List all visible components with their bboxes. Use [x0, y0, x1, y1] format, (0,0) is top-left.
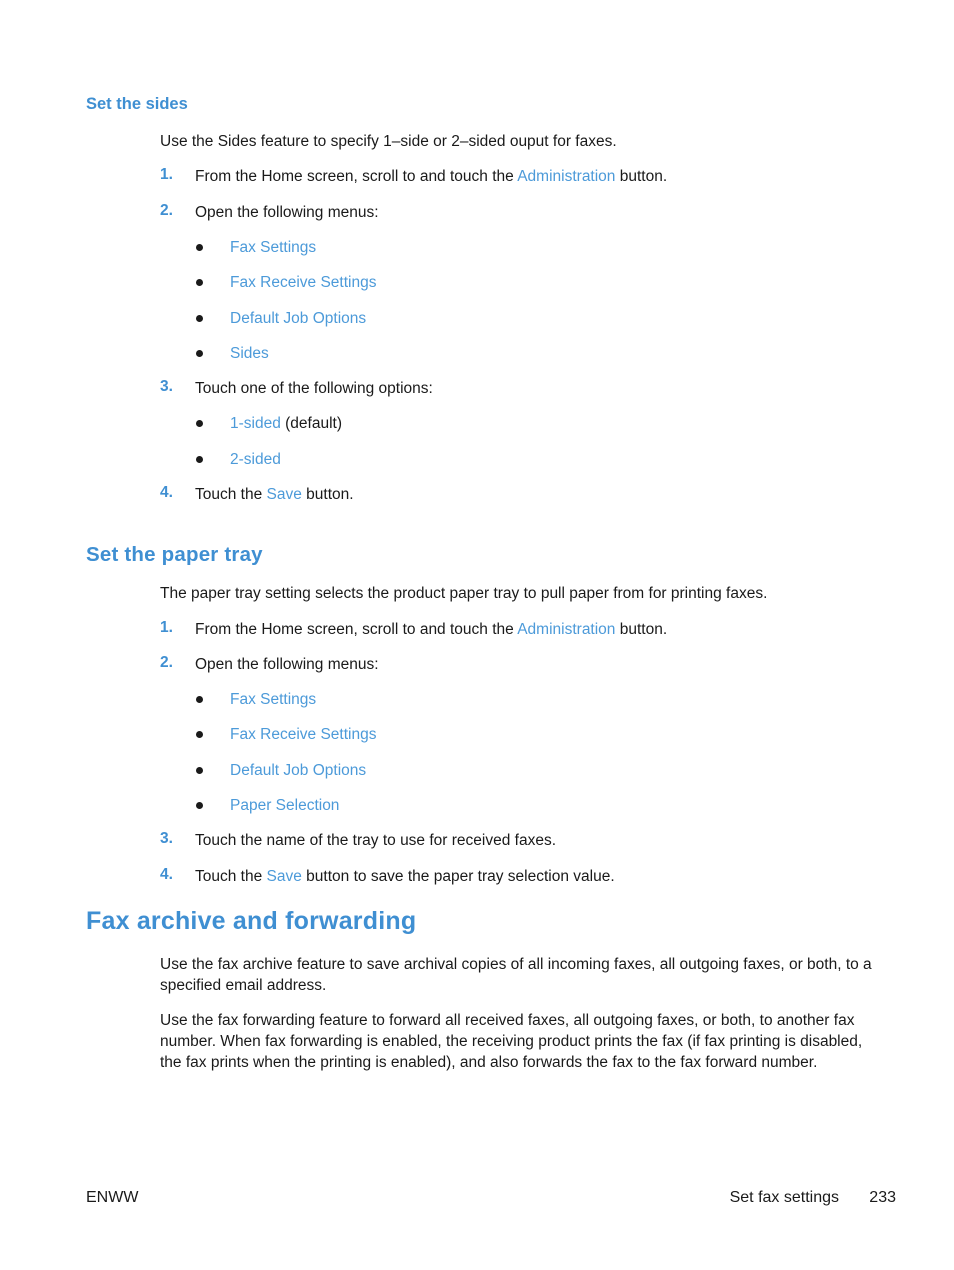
step-text: Open the following menus: [195, 656, 379, 673]
footer-section-title: Set fax settings [729, 1189, 839, 1206]
step-number: 2. [160, 654, 173, 671]
bullet-icon [196, 696, 203, 703]
step-number: 1. [160, 619, 173, 636]
save-link[interactable]: Save [266, 868, 302, 885]
step-text: From the Home screen, scroll to and touch the Administration button. [195, 168, 668, 185]
one-sided-link[interactable]: 1-sided [230, 415, 281, 432]
section-heading-set-the-sides: Set the sides [86, 95, 188, 113]
step-text: Touch one of the following options: [195, 380, 433, 397]
forwarding-paragraph: Use the fax forwarding feature to forward all received faxes, all outgoing faxes, or both, to another fax number. When fax forwarding is enabled, the receiving product prints the fax (if fax printing is disabled, the fax prints when the printing is enabled), and also forwards the fax to the fax forward number. [160, 1012, 863, 1071]
bullet-icon [196, 420, 203, 427]
section-heading-set-the-paper-tray: Set the paper tray [86, 543, 263, 566]
archive-paragraph: Use the fax archive feature to save archival copies of all incoming faxes, all outgoing faxes, or both, to a specified email address. [160, 956, 872, 994]
step-number: 3. [160, 830, 173, 847]
administration-link[interactable]: Administration [517, 621, 616, 638]
menu-item-link[interactable]: Sides [230, 345, 269, 362]
menu-item-link[interactable]: Default Job Options [230, 310, 367, 327]
step-text: Touch the Save button to save the paper tray selection value. [195, 868, 615, 885]
step-number: 4. [160, 484, 173, 501]
bullet-icon [196, 279, 203, 286]
bullet-icon [196, 244, 203, 251]
option-item [230, 449, 281, 470]
tray-intro: The paper tray setting selects the product paper tray to pull paper from for printing faxes. [160, 585, 768, 602]
step-text: Touch the Save button. [195, 486, 354, 503]
sides-intro: Use the Sides feature to specify 1–side or 2–sided ouput for faxes. [160, 133, 617, 150]
step-number: 3. [160, 378, 173, 395]
step-text: Open the following menus: [195, 204, 379, 221]
step-number: 4. [160, 866, 173, 883]
menu-item-link[interactable]: Fax Receive Settings [230, 726, 377, 743]
menu-item-link[interactable]: Fax Receive Settings [230, 274, 377, 291]
option-item: 1-sided (default) [230, 415, 343, 432]
bullet-icon [196, 802, 203, 809]
two-sided-link[interactable]: 2-sided [230, 451, 281, 468]
save-link[interactable]: Save [266, 486, 302, 503]
menu-item-link[interactable]: Paper Selection [230, 797, 340, 814]
menu-item-link[interactable]: Fax Settings [230, 239, 317, 256]
bullet-icon [196, 350, 203, 357]
bullet-icon [196, 731, 203, 738]
footer-left-label: ENWW [86, 1189, 139, 1206]
bullet-icon [196, 315, 203, 322]
bullet-icon [196, 456, 203, 463]
step-text: From the Home screen, scroll to and touch the Administration button. [195, 621, 668, 638]
step-number: 2. [160, 202, 173, 219]
administration-link[interactable]: Administration [517, 168, 616, 185]
section-heading-fax-archive-and-forwarding: Fax archive and forwarding [86, 907, 417, 935]
menu-item-link[interactable]: Fax Settings [230, 691, 317, 708]
bullet-icon [196, 767, 203, 774]
step-number: 1. [160, 166, 173, 183]
step-text: Touch the name of the tray to use for received faxes. [195, 832, 557, 849]
menu-item-link[interactable]: Default Job Options [230, 762, 367, 779]
page-number: 233 [869, 1189, 896, 1206]
